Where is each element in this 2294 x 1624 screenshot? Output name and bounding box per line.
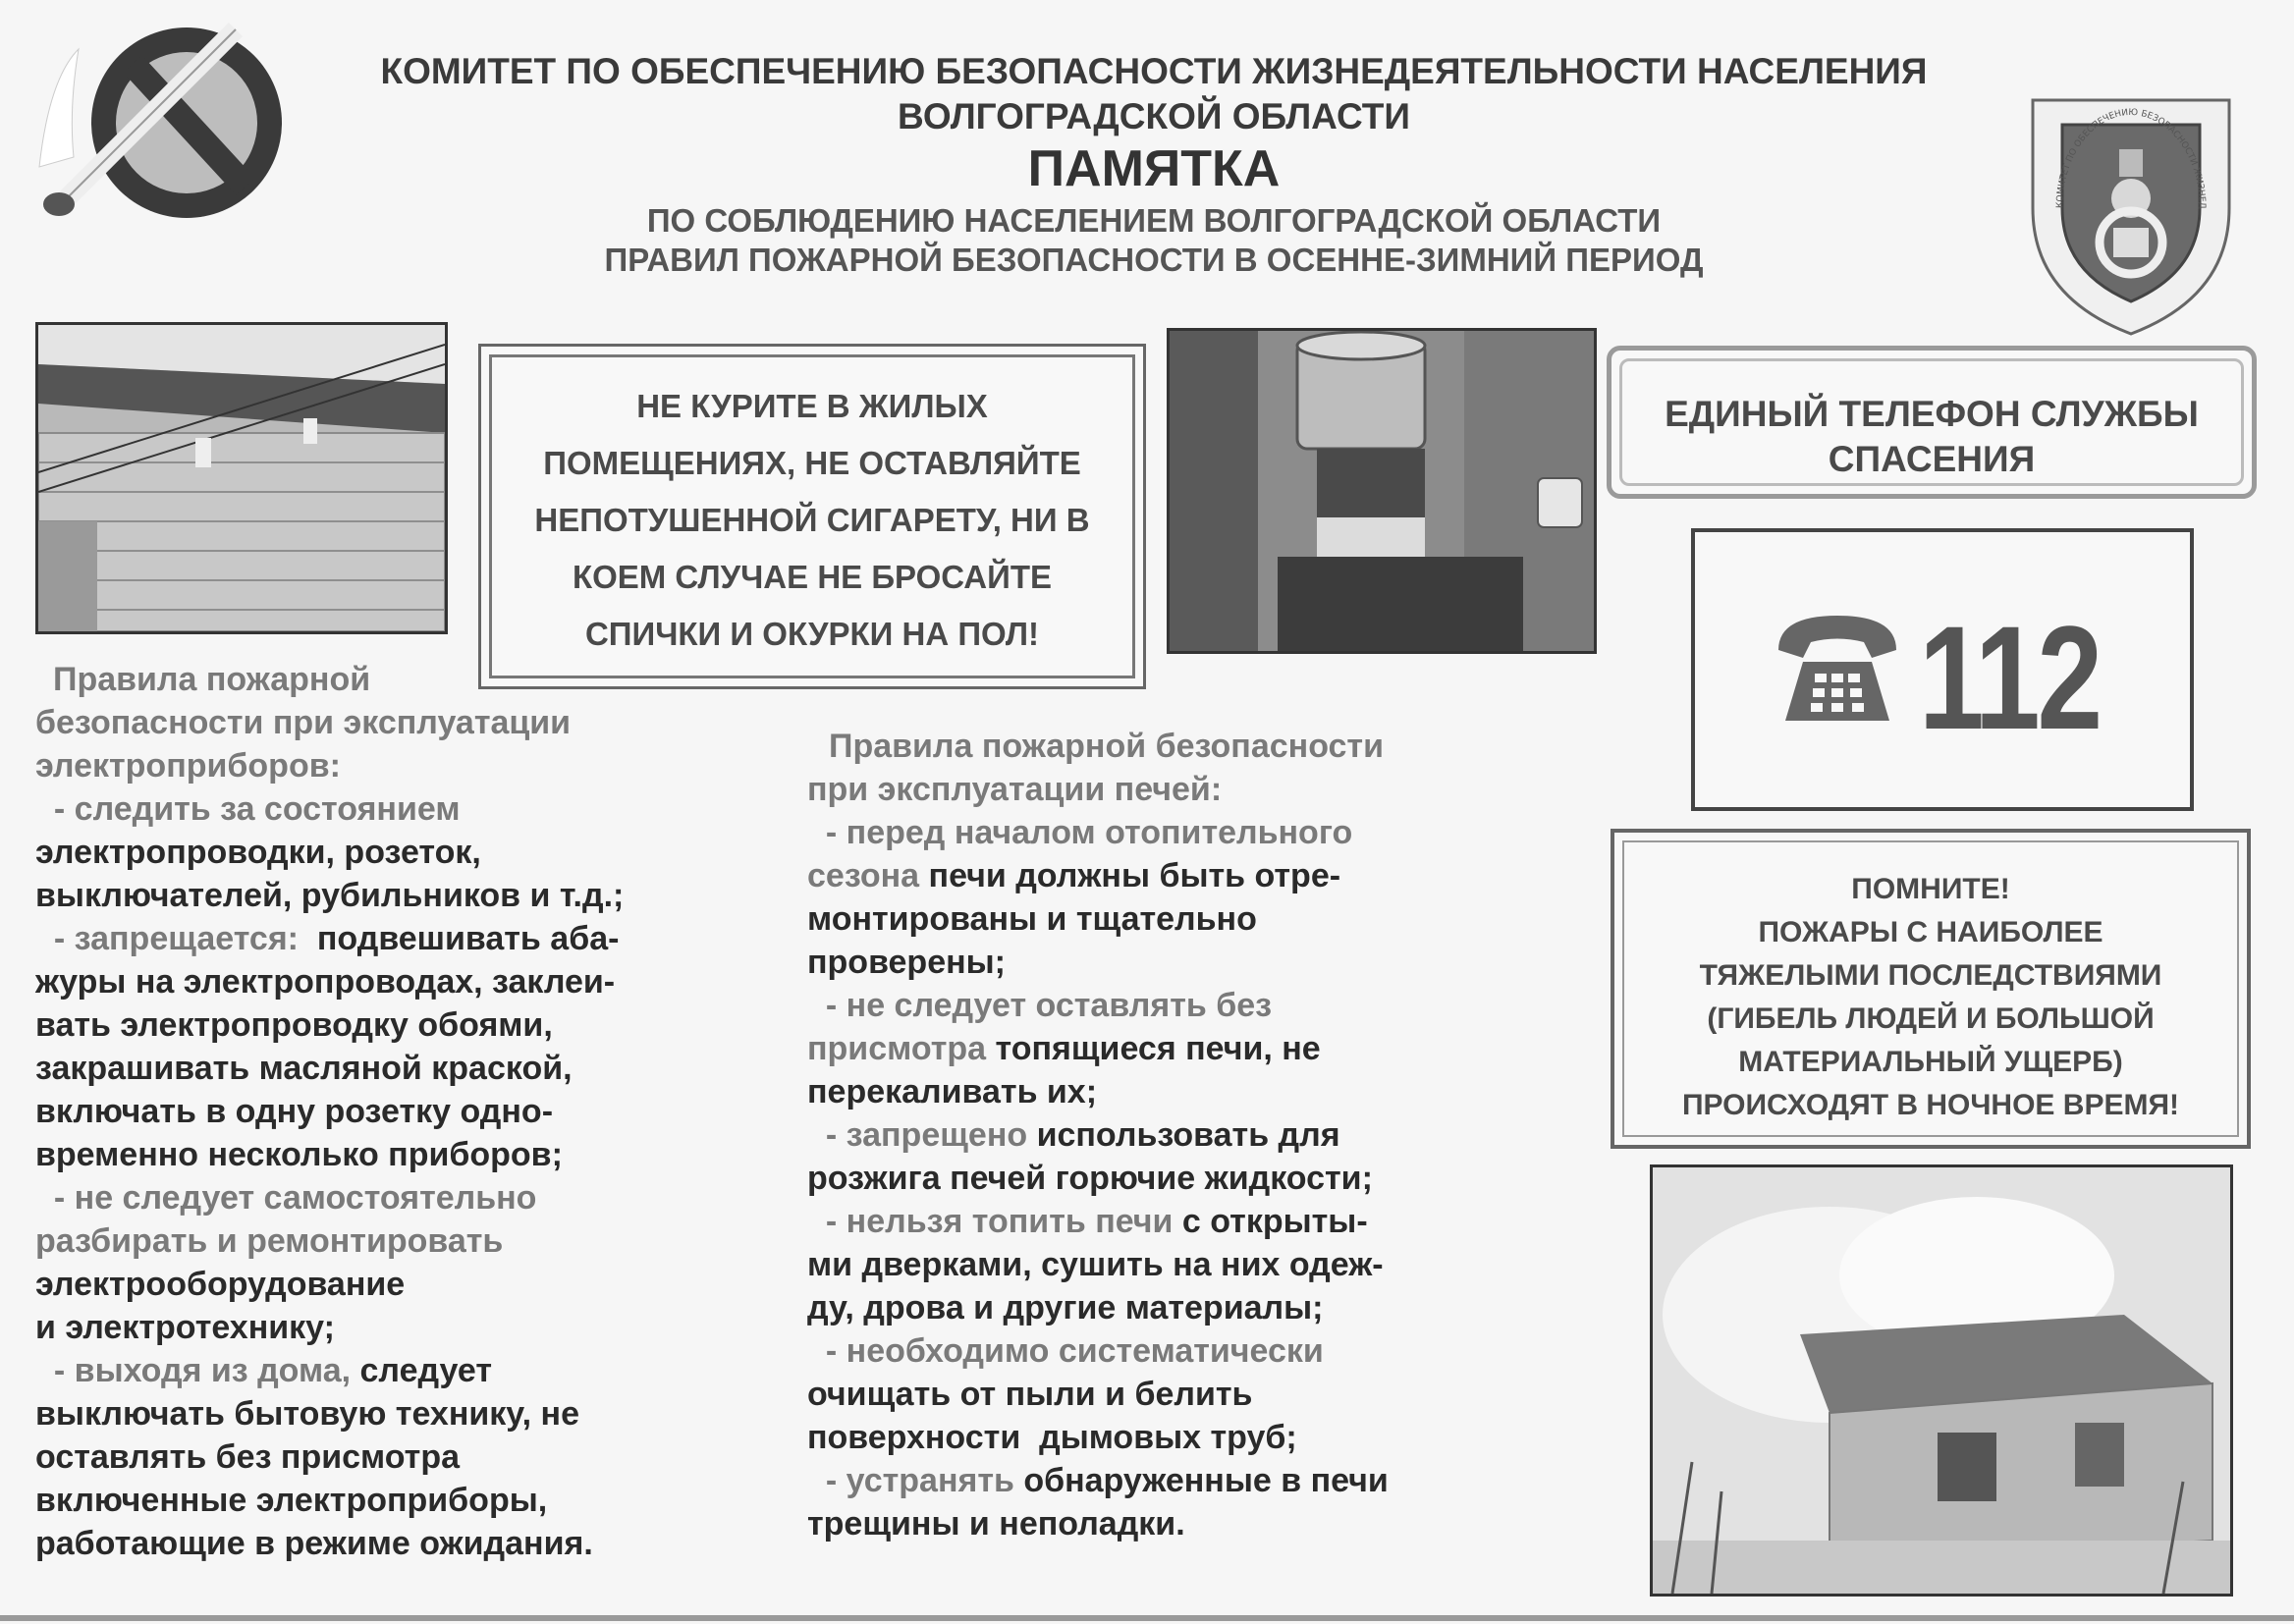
stove-rule-line-dark-part: топящиеся печи, не <box>986 1030 1321 1067</box>
stove-rule-line-dark-part: с открыты- <box>1173 1203 1368 1240</box>
photo-stove-pot <box>1167 328 1597 654</box>
no-smoking-sign <box>20 20 314 226</box>
phone-title-line-1: ЕДИНЫЙ ТЕЛЕФОН СЛУЖБЫ <box>1665 394 2199 434</box>
electro-rule-line-dark-part: выключателей, рубильников и т.д.; <box>35 877 625 914</box>
stove-rule-line <box>807 811 1495 854</box>
stove-rule-line-dark-part: проверены; <box>807 944 1007 981</box>
stove-rule-line <box>807 1373 1495 1416</box>
electro-rule-line <box>35 1263 742 1306</box>
no-smoking-box <box>478 344 1146 689</box>
electro-rule-line-dark-part: закрашивать масляной краской, <box>35 1050 573 1087</box>
electro-rule-line-dark-part: электропроводки, розеток, <box>35 834 481 871</box>
no-smoking-line-2: ПОМЕЩЕНИЯХ, НЕ ОСТАВЛЯЙТЕ <box>543 445 1081 481</box>
electro-rules <box>35 658 742 1565</box>
phone-title-line-2: СПАСЕНИЯ <box>1828 439 2036 479</box>
stove-rule-line-dark-part: очищать от пыли и белить <box>807 1376 1253 1413</box>
electro-rule-line <box>35 787 742 831</box>
stove-heading-1: Правила пожарной безопасности <box>829 728 1384 765</box>
remember-line-5: МАТЕРИАЛЬНЫЙ УЩЕРБ) <box>1738 1046 2123 1078</box>
stove-rule-line <box>807 897 1495 941</box>
electro-rule-line-dark-part: работающие в режиме ожидания. <box>35 1525 593 1562</box>
electro-rule-line <box>35 1176 742 1219</box>
electro-rule-line <box>35 1133 742 1176</box>
stove-rule-line <box>807 854 1495 897</box>
electro-rule-line <box>35 1003 742 1047</box>
bottom-border <box>0 1615 2294 1621</box>
stove-rule-line <box>807 1329 1495 1373</box>
stove-rule-line-dark-part: ду, дрова и другие материалы; <box>807 1289 1324 1326</box>
stove-rule-line <box>807 941 1495 984</box>
subtitle-line-1: ПО СОБЛЮДЕНИЮ НАСЕЛЕНИЕМ ВОЛГОГРАДСКОЙ ОБЛАСТИ <box>646 202 1662 239</box>
org-line-1: КОМИТЕТ ПО ОБЕСПЕЧЕНИЮ БЕЗОПАСНОСТИ ЖИЗНЕДЕЯТЕЛЬНОСТИ НАСЕЛЕНИЯ <box>380 51 1928 91</box>
no-smoking-line-4: КОЕМ СЛУЧАЕ НЕ БРОСАЙТЕ <box>572 559 1053 595</box>
electro-rule-line <box>35 1090 742 1133</box>
electro-rule-line-gray-part: - следить за состоянием <box>35 790 461 828</box>
no-smoking-line-5: СПИЧКИ И ОКУРКИ НА ПОЛ! <box>584 616 1040 652</box>
emblem-ring-text: КОМИТЕТ ПО ОБЕСПЕЧЕНИЮ БЕЗОПАСНОСТИ ЖИЗНЕД <box>2054 107 2208 209</box>
stove-rule-line <box>807 1502 1495 1545</box>
emblem-logo <box>2023 81 2239 338</box>
electro-rule-line <box>35 1349 742 1392</box>
stove-rule-line-gray-part: - запрещено <box>807 1116 1028 1154</box>
remember-line-6: ПРОИСХОДЯТ В НОЧНОЕ ВРЕМЯ! <box>1681 1089 2179 1121</box>
stove-rule-line <box>807 1286 1495 1329</box>
electro-rule-line <box>35 1047 742 1090</box>
electro-rule-line-dark-part: и электротехнику; <box>35 1309 335 1346</box>
stove-rule-line-dark-part: розжига печей горючие жидкости; <box>807 1160 1373 1197</box>
electro-heading-1: Правила пожарной <box>53 661 371 698</box>
stove-rule-line <box>807 1243 1495 1286</box>
stove-rule-line-dark-part: трещины и неполадки. <box>807 1505 1185 1543</box>
no-smoking-line-1: НЕ КУРИТЕ В ЖИЛЫХ <box>636 388 988 424</box>
electro-rule-line <box>35 1479 742 1522</box>
electro-rule-line <box>35 1219 742 1263</box>
stove-heading-2: при эксплуатации печей: <box>807 771 1223 808</box>
stove-rule-line-dark-part: использовать для <box>1027 1116 1340 1154</box>
stove-rule-line-dark-part: обнаруженные в печи <box>1013 1462 1389 1499</box>
stove-rule-line-gray-part: - устранять <box>807 1462 1014 1499</box>
stove-rule-line <box>807 1027 1495 1070</box>
remember-line-1: ПОМНИТЕ! <box>1851 873 2010 905</box>
stove-rule-line-gray-part: - нельзя топить печи <box>807 1203 1174 1240</box>
stove-rule-line <box>807 1416 1495 1459</box>
electro-rule-line-dark-part: журы на электропроводах, заклеи- <box>35 963 616 1001</box>
remember-line-4: (ГИБЕЛЬ ЛЮДЕЙ И БОЛЬШОЙ <box>1707 1002 2155 1035</box>
stove-rule-line <box>807 1113 1495 1157</box>
electro-rule-line-dark-part: оставлять без присмотра <box>35 1438 461 1476</box>
phone-number-box <box>1691 528 2194 811</box>
stove-rule-line-dark-part: печи должны быть отре- <box>919 857 1341 894</box>
electro-rule-line <box>35 1522 742 1565</box>
electro-rule-line-dark-part: временно несколько приборов; <box>35 1136 563 1173</box>
electro-rule-line <box>35 960 742 1003</box>
stove-rule-line <box>807 984 1495 1027</box>
phone-title-box <box>1607 346 2257 499</box>
stove-rule-line-dark-part: монтированы и тщательно <box>807 900 1257 938</box>
stove-rule-line-gray-part: - перед началом отопительного <box>807 814 1353 851</box>
phone-number: 112 <box>1919 595 2100 760</box>
photo-house-wiring <box>35 322 448 634</box>
stove-rule-line-dark-part: ми дверками, сушить на них одеж- <box>807 1246 1384 1283</box>
electro-heading-3: электроприборов: <box>35 747 341 785</box>
electro-rule-line <box>35 831 742 874</box>
stove-rule-line <box>807 1157 1495 1200</box>
electro-rule-line-dark-part: подвешивать аба- <box>298 920 620 957</box>
electro-rule-line-dark-part: включать в одну розетку одно- <box>35 1093 554 1130</box>
electro-rule-line-dark-part: электрооборудование <box>35 1266 406 1303</box>
electro-rule-line-dark-part: следует <box>351 1352 493 1389</box>
remember-line-3: ТЯЖЕЛЫМИ ПОСЛЕДСТВИЯМИ <box>1699 959 2162 992</box>
electro-rule-line-dark-part: вать электропроводку обоями, <box>35 1006 553 1044</box>
stove-rule-line-gray-part: - необходимо систематически <box>807 1332 1324 1370</box>
stove-rule-line <box>807 1070 1495 1113</box>
electro-rule-line <box>35 1392 742 1435</box>
photo-burning-house <box>1650 1164 2233 1597</box>
electro-rule-line <box>35 1306 742 1349</box>
page-title: ПАМЯТКА <box>1027 140 1281 197</box>
electro-rule-line-gray-part: - выходя из дома, <box>35 1352 352 1389</box>
stove-rule-line-dark-part: поверхности дымовых труб; <box>807 1419 1297 1456</box>
stove-rule-line-dark-part: перекаливать их; <box>807 1073 1098 1110</box>
subtitle-line-2: ПРАВИЛ ПОЖАРНОЙ БЕЗОПАСНОСТИ В ОСЕННЕ-ЗИМНИЙ ПЕРИОД <box>604 242 1704 278</box>
electro-rule-line-gray-part: разбирать и ремонтировать <box>35 1222 504 1260</box>
remember-box <box>1611 829 2251 1149</box>
no-smoking-line-3: НЕПОТУШЕННОЙ СИГАРЕТУ, НИ В <box>534 502 1090 538</box>
electro-rule-line <box>35 917 742 960</box>
electro-rule-line-dark-part: выключать бытовую технику, не <box>35 1395 579 1433</box>
electro-rule-line-gray-part: - не следует самостоятельно <box>35 1179 537 1217</box>
stove-rule-line-gray-part: присмотра <box>807 1030 987 1067</box>
stove-rule-line-gray-part: сезона <box>807 857 920 894</box>
stove-rule-line-gray-part: - не следует оставлять без <box>807 987 1273 1024</box>
stove-rule-line <box>807 1459 1495 1502</box>
electro-rule-line-gray-part: - запрещается: <box>35 920 299 957</box>
stove-rule-line <box>807 1200 1495 1243</box>
electro-rule-line <box>35 874 742 917</box>
org-line-2: ВОЛГОГРАДСКОЙ ОБЛАСТИ <box>898 96 1410 136</box>
stove-rules <box>807 725 1495 1545</box>
remember-line-2: ПОЖАРЫ С НАИБОЛЕЕ <box>1758 916 2103 948</box>
telephone-icon <box>1774 611 1901 729</box>
electro-rule-line-dark-part: включенные электроприборы, <box>35 1482 548 1519</box>
electro-rule-line <box>35 1435 742 1479</box>
electro-heading-2: безопасности при эксплуатации <box>35 704 572 741</box>
